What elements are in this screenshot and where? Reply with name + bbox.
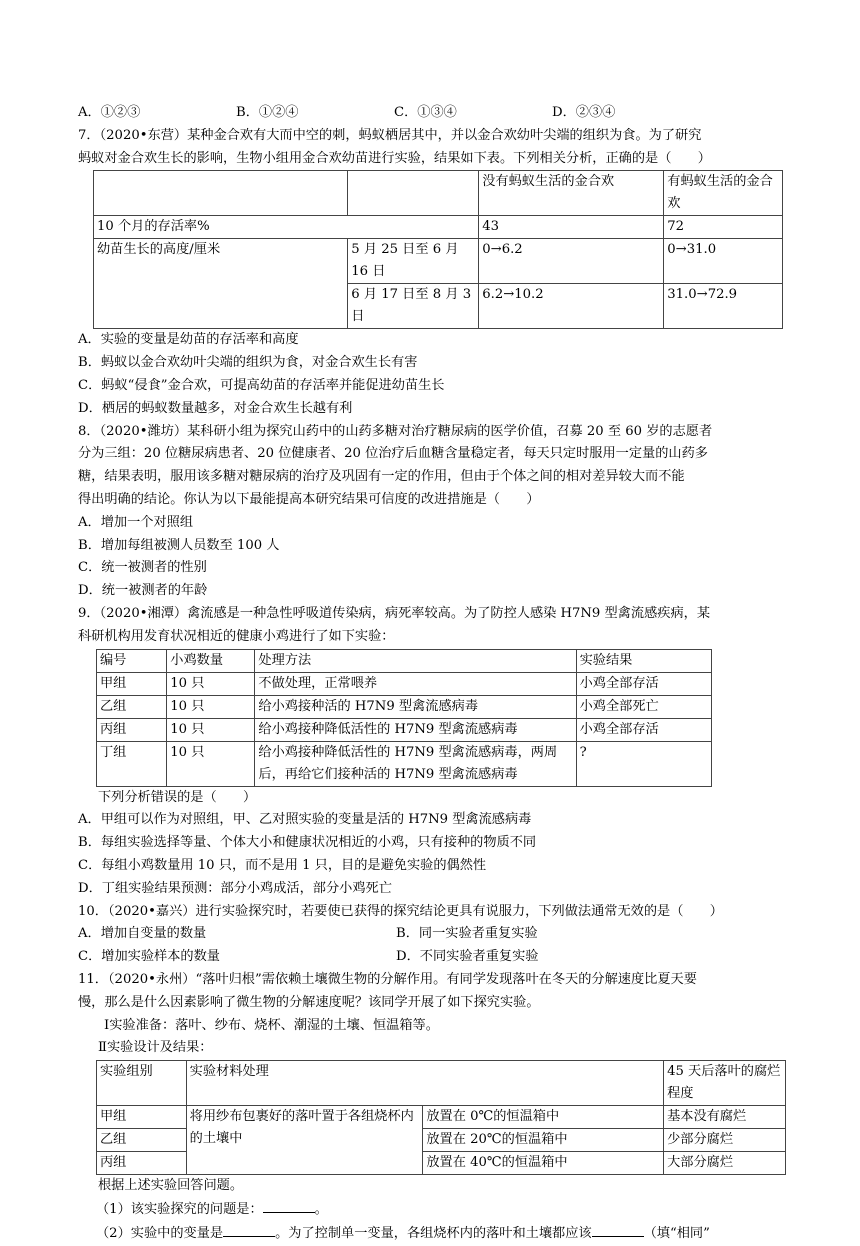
q11-stem-line: 慢，那么是什么因素影响了微生物的分解速度呢？该同学开展了如下探究实验。 xyxy=(78,994,540,1010)
q10-option-c: C．增加实验样本的数量 xyxy=(78,949,220,965)
table-cell: 放置在 0℃的恒温箱中 xyxy=(423,1106,664,1129)
q7-option-d: D．栖居的蚂蚁数量越多，对金合欢生长越有利 xyxy=(78,400,353,416)
table-cell: 小鸡全部存活 xyxy=(576,672,711,695)
table-header-cell: 45 天后落叶的腐烂程度 xyxy=(664,1061,786,1106)
table-header-cell: 实验组别 xyxy=(97,1061,187,1106)
table-cell: 乙组 xyxy=(97,1129,187,1152)
table-cell: 不做处理，正常喂养 xyxy=(255,672,576,695)
table-cell: 放置在 40℃的恒温箱中 xyxy=(423,1152,664,1175)
table-row xyxy=(97,718,712,741)
table-cell: 乙组 xyxy=(97,695,167,718)
q9-option-b: B．每组实验选择等量、个体大小和健康状况相近的小鸡，只有接种的物质不同 xyxy=(78,835,537,851)
q6-option-a: A．①②③ xyxy=(78,105,141,120)
exam-page xyxy=(78,102,788,1246)
q11-sub2 xyxy=(78,1222,788,1246)
table-cell xyxy=(94,171,348,216)
table-row xyxy=(97,1061,786,1106)
table-cell: 丙组 xyxy=(97,718,167,741)
q7-option-b: B．蚂蚁以金合欢幼叶尖端的组织为食，对金合欢生长有害 xyxy=(78,355,418,371)
q11-prep: Ⅰ实验准备：落叶、纱布、烧杯、潮湿的土壤、恒温箱等。 xyxy=(104,1017,439,1033)
table-cell: 甲组 xyxy=(97,1106,187,1129)
table-row xyxy=(97,649,712,672)
table-cell: 大部分腐烂 xyxy=(664,1152,786,1175)
table-cell: 基本没有腐烂 xyxy=(664,1106,786,1129)
q8-stem-line: 分为三组：20 位糖尿病患者、20 位健康者、20 位治疗后血糖含量稳定者，每天只定时服用一定量的山药多 xyxy=(78,446,708,462)
table-header-cell: 小鸡数量 xyxy=(167,649,255,672)
table-cell: 将用纱布包裹好的落叶置于各组烧杯内的土壤中 xyxy=(186,1106,423,1175)
table-cell: 幼苗生长的高度/厘米 xyxy=(94,239,348,329)
answer-blank[interactable] xyxy=(223,1222,275,1237)
q6-option-c: C．①③④ xyxy=(394,105,457,120)
q9-option-c: C．每组小鸡数量用 10 只，而不是用 1 只，目的是避免实验的偶然性 xyxy=(78,857,487,873)
table-cell: 甲组 xyxy=(97,672,167,695)
table-cell: 少部分腐烂 xyxy=(664,1129,786,1152)
q9-stem-line: 科研机构用发育状况相近的健康小鸡进行了如下实验： xyxy=(78,628,395,644)
table-header-cell: 实验材料处理 xyxy=(186,1061,663,1106)
table-cell: 10 个月的存活率% xyxy=(94,216,479,239)
q7-option-a: A．实验的变量是幼苗的存活率和高度 xyxy=(78,332,299,348)
q11-design: Ⅱ实验设计及结果： xyxy=(98,1040,213,1056)
table-cell: 放置在 20℃的恒温箱中 xyxy=(423,1129,664,1152)
q9-option-d: D．丁组实验结果预测：部分小鸡成活，部分小鸡死亡 xyxy=(78,880,392,896)
q8-option-d: D．统一被测者的年龄 xyxy=(78,583,208,599)
table-cell: 43 xyxy=(479,216,664,239)
table-cell: 0→6.2 xyxy=(479,239,664,284)
table-cell: 没有蚂蚁生活的金合欢 xyxy=(479,171,664,216)
q9-table xyxy=(96,649,712,787)
q11-table xyxy=(96,1060,786,1175)
table-cell: 小鸡全部死亡 xyxy=(576,695,711,718)
table-cell: 6 月 17 日至 8 月 3 日 xyxy=(348,284,479,329)
q11-sub2-text: （2）实验中的变量是 xyxy=(96,1225,224,1241)
q9-option-a: A．甲组可以作为对照组，甲、乙对照实验的变量是活的 H7N9 型禽流感病毒 xyxy=(78,812,532,828)
q9-stem-line: 9．（2020•湘潭）禽流感是一种急性呼吸道传染病，病死率较高。为了防控人感染 H7N9 型禽流感疾病，某 xyxy=(78,605,711,621)
table-cell: 小鸡全部存活 xyxy=(576,718,711,741)
q10-options-row xyxy=(78,946,788,969)
table-row xyxy=(97,1106,786,1129)
table-cell xyxy=(348,171,479,216)
table-row xyxy=(94,216,783,239)
table-row xyxy=(94,239,783,284)
table-row xyxy=(97,672,712,695)
table-cell: 丁组 xyxy=(97,741,167,786)
table-cell: ? xyxy=(576,741,711,786)
q10-option-a: A．增加自变量的数量 xyxy=(78,926,207,942)
q10-options-row xyxy=(78,923,788,946)
q10-stem: 10．（2020•嘉兴）进行实验探究时，若要使已获得的探究结论更具有说服力，下列做法通常无效的是（ ） xyxy=(78,903,723,919)
q6-option-b: B．①②④ xyxy=(236,105,299,120)
table-header-cell: 处理方法 xyxy=(255,649,576,672)
q6-options xyxy=(78,102,788,125)
answer-blank[interactable] xyxy=(263,1198,315,1213)
table-cell: 丙组 xyxy=(97,1152,187,1175)
table-cell: 10 只 xyxy=(167,718,255,741)
table-cell: 5 月 25 日至 6 月 16 日 xyxy=(348,239,479,284)
table-header-cell: 实验结果 xyxy=(576,649,711,672)
table-cell: 10 只 xyxy=(167,695,255,718)
q6-option-d: D．②③④ xyxy=(552,105,616,120)
q7-table xyxy=(93,170,783,329)
q8-stem-line: 糖，结果表明，服用该多糖对糖尿病的治疗及巩固有一定的作用，但由于个体之间的相对差异较大而不能 xyxy=(78,469,685,485)
q11-prompt: 根据上述实验回答问题。 xyxy=(98,1178,244,1194)
q7-option-c: C．蚂蚁“侵食”金合欢，可提高幼苗的存活率并能促进幼苗生长 xyxy=(78,377,445,393)
table-cell: 31.0→72.9 xyxy=(664,284,783,329)
table-row xyxy=(97,695,712,718)
q7-stem-line: 7．（2020•东营）某种金合欢有大而中空的刺，蚂蚁栖居其中，并以金合欢幼叶尖端的组织为食。为了研究 xyxy=(78,127,702,143)
table-cell: 给小鸡接种活的 H7N9 型禽流感病毒 xyxy=(255,695,576,718)
table-cell: 给小鸡接种降低活性的 H7N9 型禽流感病毒 xyxy=(255,718,576,741)
answer-blank[interactable] xyxy=(592,1222,644,1237)
q10-option-b: B．同一实验者重复实验 xyxy=(396,926,538,942)
table-cell: 10 只 xyxy=(167,672,255,695)
q11-sub1-end: 。 xyxy=(314,1201,328,1217)
table-cell: 72 xyxy=(664,216,783,239)
q8-stem-line: 得出明确的结论。你认为以下最能提高本研究结果可信度的改进措施是（ ） xyxy=(78,491,540,507)
q11-stem-line: 11．（2020•永州）“落叶归根”需依赖土壤微生物的分解作用。有同学发现落叶在冬天的分解速度比夏天要 xyxy=(78,971,697,987)
table-cell: 0→31.0 xyxy=(664,239,783,284)
q11-sub2-end: （填“相同” xyxy=(643,1225,710,1241)
table-cell: 给小鸡接种降低活性的 H7N9 型禽流感病毒，两周后，再给它们接种活的 H7N9 型禽流感病毒 xyxy=(255,741,576,786)
q8-option-b: B．增加每组被测人员数至 100 人 xyxy=(78,537,280,553)
q8-option-c: C．统一被测者的性别 xyxy=(78,560,207,576)
q11-sub2-mid: 。为了控制单一变量，各组烧杯内的落叶和土壤都应该 xyxy=(275,1225,592,1241)
q8-option-a: A．增加一个对照组 xyxy=(78,514,194,530)
q7-stem-line: 蚂蚁对金合欢生长的影响，生物小组用金合欢幼苗进行实验，结果如下表。下列相关分析，正确的是（ ） xyxy=(78,150,711,166)
q11-sub1 xyxy=(78,1198,788,1222)
q9-prompt: 下列分析错误的是（ ） xyxy=(98,789,257,805)
table-cell: 6.2→10.2 xyxy=(479,284,664,329)
table-row xyxy=(97,741,712,786)
table-cell: 10 只 xyxy=(167,741,255,786)
table-header-cell: 编号 xyxy=(97,649,167,672)
table-row xyxy=(94,171,783,216)
table-cell: 有蚂蚁生活的金合欢 xyxy=(664,171,783,216)
q11-sub1-text: （1）该实验探究的问题是： xyxy=(96,1201,263,1217)
q10-option-d: D．不同实验者重复实验 xyxy=(396,949,539,965)
q8-stem-line: 8．（2020•潍坊）某科研小组为探究山药中的山药多糖对治疗糖尿病的医学价值，召募 20 至 60 岁的志愿者 xyxy=(78,423,713,439)
